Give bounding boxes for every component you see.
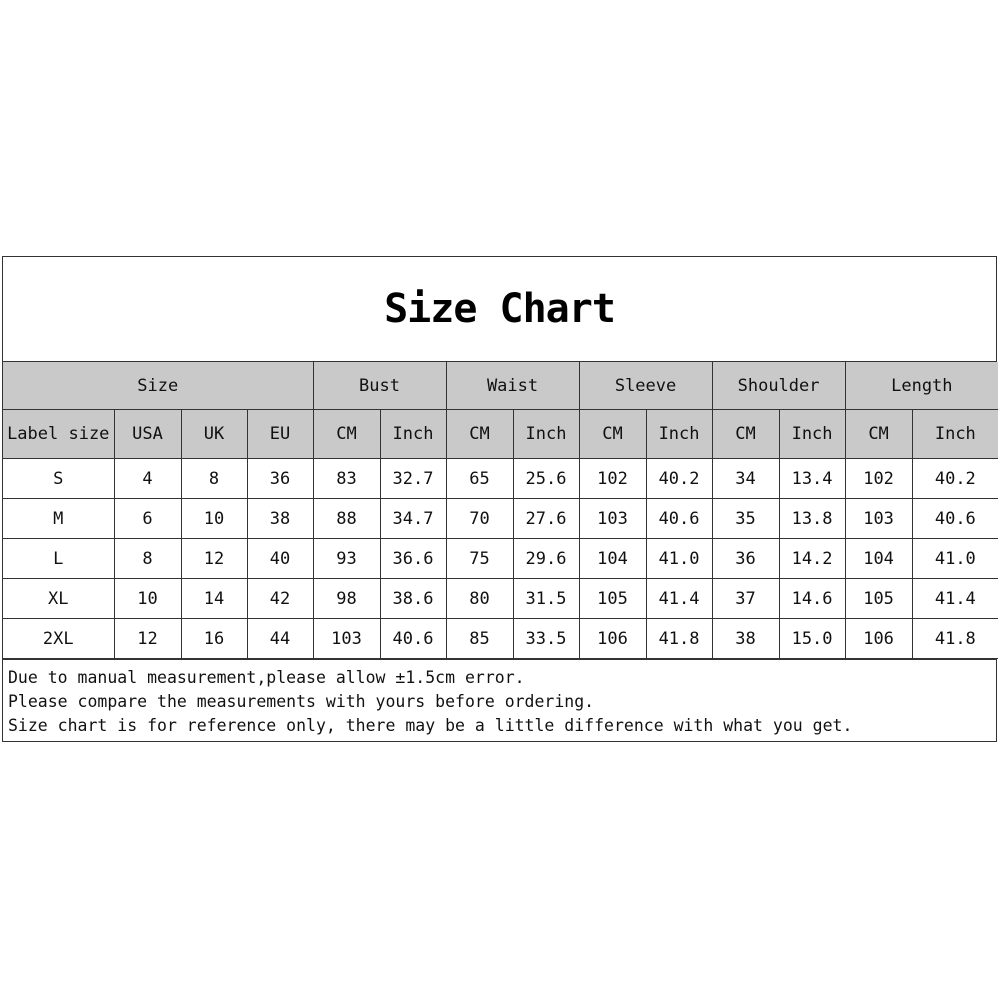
- sub-header-cell: Inch: [646, 410, 712, 459]
- table-cell: 12: [181, 539, 247, 579]
- table-cell: 41.0: [912, 539, 998, 579]
- table-cell: 4: [114, 459, 181, 499]
- table-cell: 41.0: [646, 539, 712, 579]
- sub-header-cell: USA: [114, 410, 181, 459]
- table-cell: 29.6: [513, 539, 579, 579]
- table-cell: S: [3, 459, 114, 499]
- table-cell: 98: [313, 579, 380, 619]
- table-row: [3, 459, 998, 499]
- table-cell: XL: [3, 579, 114, 619]
- table-cell: 14.6: [779, 579, 845, 619]
- table-cell: 36.6: [380, 539, 446, 579]
- table-cell: 25.6: [513, 459, 579, 499]
- table-cell: M: [3, 499, 114, 539]
- sub-header-cell: EU: [247, 410, 313, 459]
- table-cell: L: [3, 539, 114, 579]
- table-cell: 40.6: [646, 499, 712, 539]
- table-cell: 44: [247, 619, 313, 659]
- group-header-row: [3, 362, 998, 410]
- table-cell: 41.4: [912, 579, 998, 619]
- table-cell: 40.6: [912, 499, 998, 539]
- table-cell: 104: [845, 539, 912, 579]
- sub-header-cell: UK: [181, 410, 247, 459]
- table-cell: 40.6: [380, 619, 446, 659]
- group-header-shoulder: Shoulder: [712, 362, 845, 410]
- table-cell: 65: [446, 459, 513, 499]
- table-cell: 106: [579, 619, 646, 659]
- table-cell: 40.2: [912, 459, 998, 499]
- table-cell: 32.7: [380, 459, 446, 499]
- sub-header-cell: Inch: [380, 410, 446, 459]
- size-table: [3, 362, 998, 659]
- table-cell: 8: [114, 539, 181, 579]
- table-cell: 38: [247, 499, 313, 539]
- table-cell: 14.2: [779, 539, 845, 579]
- table-cell: 36: [712, 539, 779, 579]
- table-cell: 13.4: [779, 459, 845, 499]
- table-cell: 85: [446, 619, 513, 659]
- sub-header-cell: CM: [845, 410, 912, 459]
- table-cell: 10: [181, 499, 247, 539]
- note-line: Size chart is for reference only, there may be a little difference with what you get.: [8, 716, 853, 735]
- table-cell: 16: [181, 619, 247, 659]
- table-cell: 34: [712, 459, 779, 499]
- table-cell: 34.7: [380, 499, 446, 539]
- group-header-size: Size: [3, 362, 313, 410]
- group-header-waist: Waist: [446, 362, 579, 410]
- sub-header-cell: CM: [579, 410, 646, 459]
- table-cell: 14: [181, 579, 247, 619]
- table-cell: 102: [579, 459, 646, 499]
- group-header-bust: Bust: [313, 362, 446, 410]
- table-cell: 41.8: [646, 619, 712, 659]
- table-cell: 38: [712, 619, 779, 659]
- table-cell: 37: [712, 579, 779, 619]
- table-cell: 2XL: [3, 619, 114, 659]
- size-chart: [2, 256, 997, 742]
- table-cell: 38.6: [380, 579, 446, 619]
- note-line: Due to manual measurement,please allow ±1.5cm error.: [8, 668, 525, 687]
- table-row: [3, 579, 998, 619]
- table-cell: 12: [114, 619, 181, 659]
- table-cell: 33.5: [513, 619, 579, 659]
- table-cell: 104: [579, 539, 646, 579]
- sub-header-cell: Inch: [513, 410, 579, 459]
- table-cell: 93: [313, 539, 380, 579]
- table-cell: 80: [446, 579, 513, 619]
- table-cell: 13.8: [779, 499, 845, 539]
- table-cell: 75: [446, 539, 513, 579]
- chart-title: Size Chart: [384, 286, 615, 332]
- group-header-length: Length: [845, 362, 998, 410]
- table-cell: 103: [845, 499, 912, 539]
- sub-header-cell: CM: [313, 410, 380, 459]
- sub-header-cell: CM: [712, 410, 779, 459]
- table-row: [3, 499, 998, 539]
- sub-header-cell: Inch: [912, 410, 998, 459]
- title-bar: [3, 257, 996, 362]
- table-cell: 70: [446, 499, 513, 539]
- sub-header-cell: Inch: [779, 410, 845, 459]
- sub-header-cell: CM: [446, 410, 513, 459]
- table-cell: 42: [247, 579, 313, 619]
- group-header-sleeve: Sleeve: [579, 362, 712, 410]
- table-cell: 103: [313, 619, 380, 659]
- table-cell: 6: [114, 499, 181, 539]
- note-line: Please compare the measurements with yours before ordering.: [8, 692, 595, 711]
- notes: [3, 659, 996, 743]
- table-cell: 36: [247, 459, 313, 499]
- table-cell: 105: [579, 579, 646, 619]
- table-cell: 105: [845, 579, 912, 619]
- table-cell: 88: [313, 499, 380, 539]
- table-cell: 40: [247, 539, 313, 579]
- table-row: [3, 619, 998, 659]
- table-cell: 35: [712, 499, 779, 539]
- sub-header-cell: Label size: [3, 410, 114, 459]
- table-cell: 27.6: [513, 499, 579, 539]
- table-cell: 106: [845, 619, 912, 659]
- table-cell: 10: [114, 579, 181, 619]
- table-cell: 15.0: [779, 619, 845, 659]
- table-cell: 40.2: [646, 459, 712, 499]
- table-cell: 41.8: [912, 619, 998, 659]
- table-cell: 102: [845, 459, 912, 499]
- table-cell: 41.4: [646, 579, 712, 619]
- table-cell: 31.5: [513, 579, 579, 619]
- table-cell: 83: [313, 459, 380, 499]
- table-cell: 103: [579, 499, 646, 539]
- sub-header-row: [3, 410, 998, 459]
- table-cell: 8: [181, 459, 247, 499]
- table-row: [3, 539, 998, 579]
